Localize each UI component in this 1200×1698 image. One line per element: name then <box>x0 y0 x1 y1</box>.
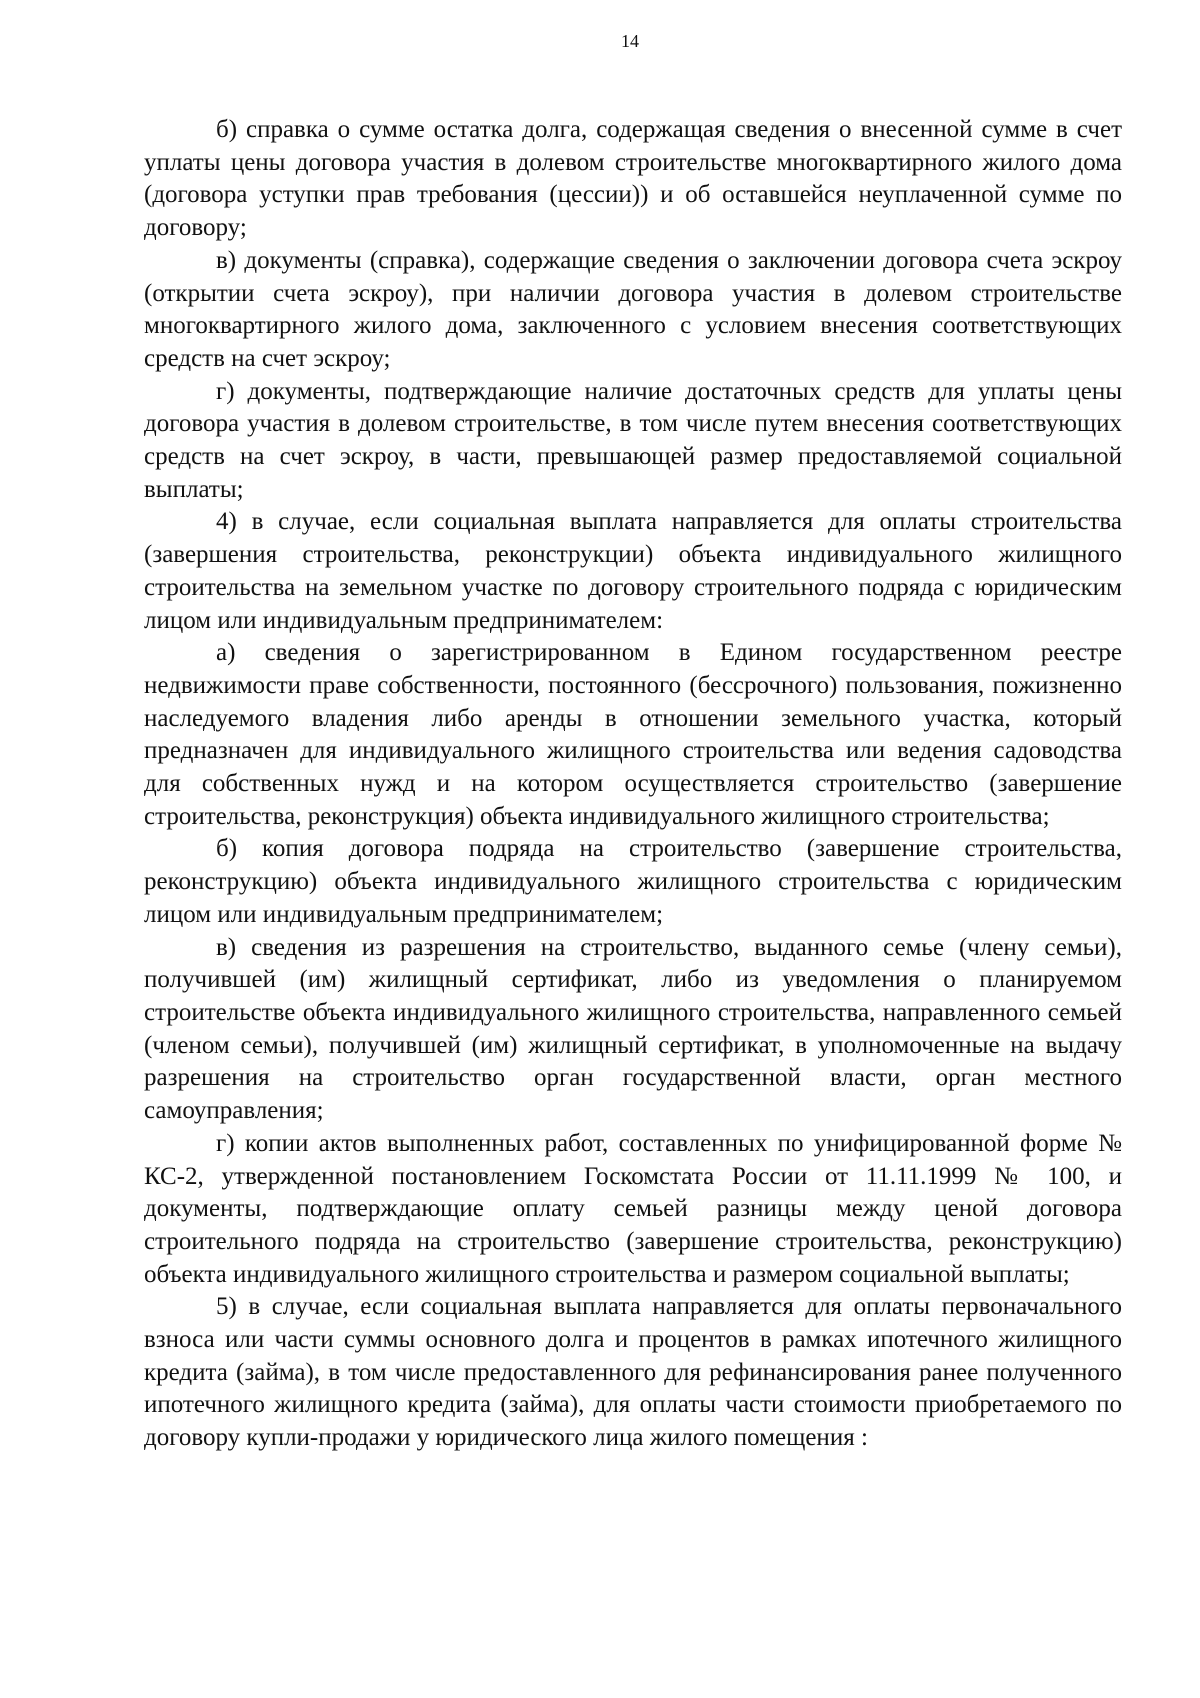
paragraph-a-land-rights-information: а) сведения о зарегистрированном в Едином государственном реестре недвижимости праве собственности, постоянного (бессрочного) пользования, пожизненно наследуемого владения либо аренды в отношении земельного участка, который предназначен для индивидуального жилищного строительства или ведения садоводства для собственных нужд и на котором осуществляется строительство (завершение строительства, реконструкция) объекта индивидуального жилищного строительства; <box>144 639 1122 830</box>
paragraph-5-mortgage-case: 5) в случае, если социальная выплата направляется для оплаты первоначального взноса или части суммы основного долга и процентов в рамках ипотечного жилищного кредита (займа), в том числе предоставленного для рефинансирования ранее полученного ипотечного жилищного кредита (займа), для оплаты части стоимости приобретаемого по договору купли-продажи у юридического лица жилого помещения : <box>144 1293 1122 1452</box>
paragraph-4-construction-contract-case: 4) в случае, если социальная выплата направляется для оплаты строительства (завершения строительства, реконструкции) объекта индивидуального жилищного строительства на земельном участке по договору строительного подряда с юридическим лицом или индивидуальным предпринимателем: <box>144 508 1122 634</box>
paragraph-v-building-permit-information: в) сведения из разрешения на строительство, выданного семье (члену семьи), получившей (им) жилищный сертификат, либо из уведомления о планируемом строительстве объекта индивидуального жилищного строительства, направленного семьей (членом семьи), получившей (им) жилищный сертификат, в уполномоченные на выдачу разрешения на строительство орган государственной власти, орган местного самоуправления; <box>144 933 1122 1125</box>
document-body <box>144 114 1122 1455</box>
paragraph-b-debt-balance-certificate: б) справка о сумме остатка долга, содержащая сведения о внесенной сумме в счет уплаты цены договора участия в долевом строительстве многоквартирного жилого дома (договора уступки прав требования (цессии)) и об оставшейся неуплаченной сумме по договору; <box>144 116 1122 242</box>
paragraph-g-sufficient-funds-documents: г) документы, подтверждающие наличие достаточных средств для уплаты цены договора участия в долевом строительстве, в том числе путем внесения соответствующих средств на счет эскроу, в части, превышающей размер предоставляемой социальной выплаты; <box>144 377 1122 503</box>
page-number: 14 <box>621 31 639 51</box>
paragraph-b-contract-copy: б) копия договора подряда на строительство (завершение строительства, реконструкцию) объекта индивидуального жилищного строительства с юридическим лицом или индивидуальным предпринимателем; <box>144 835 1122 928</box>
paragraph-g-work-acts-copies: г) копии актов выполненных работ, составленных по унифицированной форме № КС-2, утвержденной постановлением Госкомстата России от 11.11.1999 № 100, и документы, подтверждающие оплату семьей разницы между ценой договора строительного подряда на строительство (завершение строительства, реконструкцию) объекта индивидуального жилищного строительства и размером социальной выплаты; <box>144 1129 1122 1288</box>
paragraph-v-escrow-documents: в) документы (справка), содержащие сведения о заключении договора счета эскроу (открытии счета эскроу), при наличии договора участия в долевом строительстве многоквартирного жилого дома, заключенного с условием внесения соответствующих средств на счет эскроу; <box>144 246 1122 372</box>
